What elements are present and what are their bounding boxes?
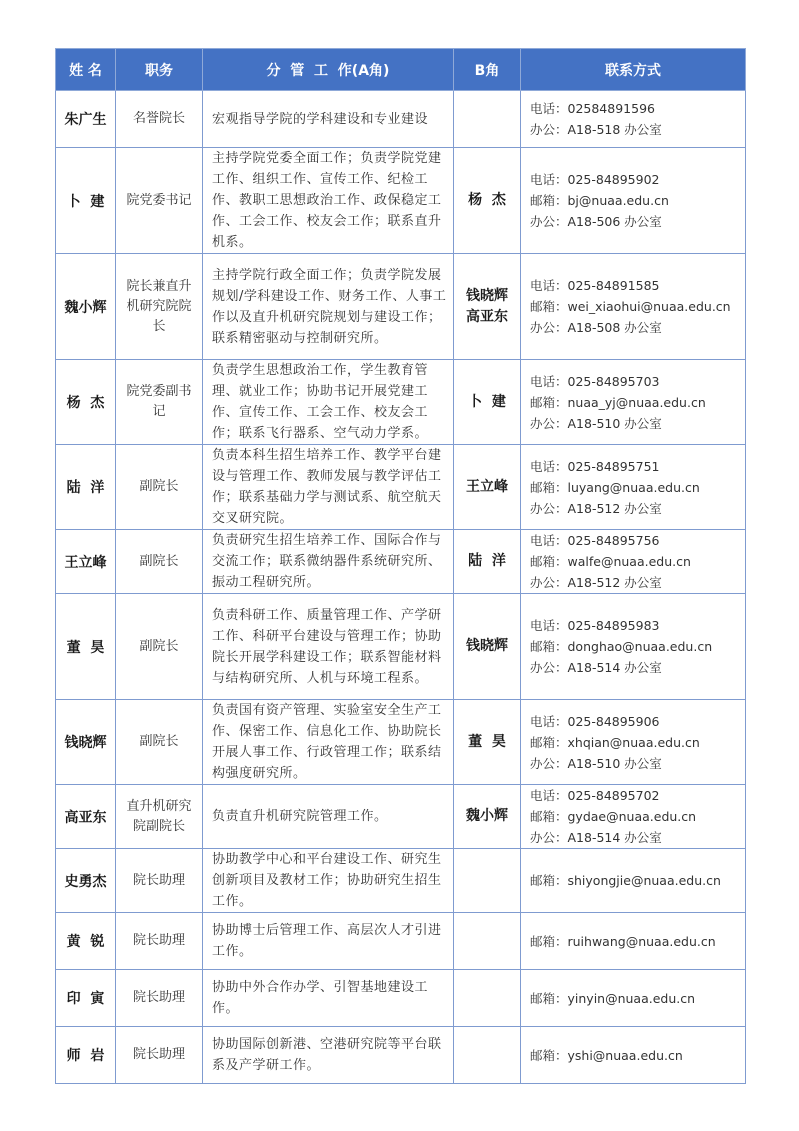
duty-description: 负责研究生招生培养工作、国际合作与交流工作；联系微纳器件系统研究所、振动工程研究所。 [203,530,454,594]
person-post: 副院长 [116,594,203,700]
contact-line: 邮箱：gydae@nuaa.edu.cn [530,809,697,824]
b-role-cell [454,91,521,148]
table-row [56,91,746,148]
contact-info [521,700,746,785]
duty-description: 协助教学中心和平台建设工作、研究生创新项目及教材工作；协助研究生招生工作。 [203,849,454,913]
b-role-name: 魏小辉 [466,808,508,824]
table-row [56,360,746,445]
contact-info [521,913,746,970]
b-role-cell [454,594,521,700]
contact-line: 办公：A18-510 办公室 [530,415,662,431]
person-post: 院长助理 [116,970,203,1027]
header-b-role: B角 [454,49,521,91]
b-role-cell [454,700,521,785]
contact-line: 邮箱：nuaa_yj@nuaa.edu.cn [530,394,706,410]
b-role-name: 杨 杰 [468,192,506,208]
b-role-name: 钱晓辉 [466,638,508,654]
table-row [56,785,746,849]
person-post: 院长助理 [116,913,203,970]
b-role-name: 董 昊 [468,733,506,750]
contact-line: 邮箱：walfe@nuaa.edu.cn [530,554,691,569]
b-role-cell [454,970,521,1027]
b-role-cell [454,849,521,913]
person-post: 院党委副书记 [116,360,203,445]
contact-info [521,970,746,1027]
person-post: 副院长 [116,445,203,530]
contact-line: 办公：A18-510 办公室 [530,755,662,771]
table-row [56,700,746,785]
contact-line: 邮箱：wei_xiaohui@nuaa.edu.cn [530,299,731,314]
b-role-name: 卜 建 [468,393,506,410]
person-name: 高亚东 [56,785,116,849]
contact-line: 办公：A18-512 办公室 [530,575,662,590]
person-post: 院长兼直升机研究院院长 [116,254,203,360]
contact-line: 邮箱：bj@nuaa.edu.cn [530,193,669,208]
header-contact: 联系方式 [521,49,746,91]
person-post: 院长助理 [116,1027,203,1084]
contact-info [521,445,746,530]
person-name: 钱晓辉 [56,700,116,785]
person-post: 副院长 [116,530,203,594]
b-role-name: 陆 洋 [468,553,506,569]
b-role-cell [454,360,521,445]
leadership-table [55,48,746,1084]
person-name: 师 岩 [56,1027,116,1084]
contact-line: 邮箱：donghao@nuaa.edu.cn [530,639,713,654]
table-row [56,530,746,594]
contact-info [521,1027,746,1084]
person-name: 卜 建 [56,148,116,254]
b-role-cell [454,913,521,970]
person-post: 院党委书记 [116,148,203,254]
contact-info [521,360,746,445]
contact-line: 邮箱：yshi@nuaa.edu.cn [530,1047,683,1063]
contact-info [521,530,746,594]
contact-line: 电话：025-84895756 [530,533,660,548]
contact-line: 电话：025-84895906 [530,713,660,729]
person-post: 副院长 [116,700,203,785]
duty-description: 负责学生思想政治工作，学生教育管理、就业工作；协助书记开展党建工作、宣传工作、工会工作、校友会工作；联系飞行器系、空气动力学系。 [203,360,454,445]
contact-line: 邮箱：xhqian@nuaa.edu.cn [530,734,700,750]
b-role-name: 钱晓辉 [466,287,508,304]
table-row [56,148,746,254]
contact-line: 办公：A18-508 办公室 [530,320,662,335]
table-body [56,91,746,1084]
contact-line: 办公：A18-506 办公室 [530,214,662,229]
contact-line: 电话：02584891596 [530,101,655,116]
person-name: 朱广生 [56,91,116,148]
contact-line: 邮箱：yinyin@nuaa.edu.cn [530,990,696,1006]
b-role-cell [454,530,521,594]
contact-line: 电话：025-84895702 [530,788,660,803]
table-row [56,1027,746,1084]
table-row [56,445,746,530]
duty-description: 主持学院党委全面工作；负责学院党建工作、组织工作、宣传工作、纪检工作、教职工思想政治工作、政保稳定工作、工会工作、校友会工作；联系直升机系。 [203,148,454,254]
contact-info [521,594,746,700]
person-post: 直升机研究院副院长 [116,785,203,849]
person-name: 陆 洋 [56,445,116,530]
contact-line: 办公：A18-518 办公室 [530,122,662,137]
header-name: 姓 名 [56,49,116,91]
person-name: 史勇杰 [56,849,116,913]
contact-line: 办公：A18-514 办公室 [530,660,662,675]
duty-description: 宏观指导学院的学科建设和专业建设 [203,91,454,148]
header-post: 职务 [116,49,203,91]
person-name: 魏小辉 [56,254,116,360]
table-row [56,913,746,970]
table-row [56,970,746,1027]
person-post: 院长助理 [116,849,203,913]
table-row [56,594,746,700]
contact-line: 邮箱：luyang@nuaa.edu.cn [530,479,700,495]
contact-line: 办公：A18-514 办公室 [530,830,662,845]
table-row [56,254,746,360]
duty-description: 负责直升机研究院管理工作。 [203,785,454,849]
contact-info [521,849,746,913]
b-role-cell [454,148,521,254]
person-name: 印 寅 [56,970,116,1027]
contact-line: 电话：025-84891585 [530,278,660,293]
person-name: 黄 锐 [56,913,116,970]
contact-info [521,254,746,360]
contact-line: 电话：025-84895703 [530,373,660,389]
header-duty: 分 管 工 作(A角) [203,49,454,91]
duty-description: 协助国际创新港、空港研究院等平台联系及产学研工作。 [203,1027,454,1084]
b-role-cell [454,1027,521,1084]
contact-line: 电话：025-84895983 [530,618,660,633]
contact-line: 电话：025-84895902 [530,172,660,187]
b-role-cell [454,445,521,530]
duty-description: 负责本科生招生培养工作、教学平台建设与管理工作、教师发展与教学评估工作；联系基础力学与测试系、航空航天交叉研究院。 [203,445,454,530]
contact-line: 邮箱：ruihwang@nuaa.edu.cn [530,933,716,949]
contact-info [521,785,746,849]
duty-description: 协助博士后管理工作、高层次人才引进工作。 [203,913,454,970]
duty-description: 负责国有资产管理、实验室安全生产工作、保密工作、信息化工作、协助院长开展人事工作、行政管理工作；联系结构强度研究所。 [203,700,454,785]
b-role-cell [454,785,521,849]
b-role-name: 王立峰 [466,478,508,495]
duty-description: 负责科研工作、质量管理工作、产学研工作、科研平台建设与管理工作；协助院长开展学科建设工作；联系智能材料与结构研究所、人机与环境工程系。 [203,594,454,700]
contact-info [521,91,746,148]
b-role-name: 高亚东 [466,308,508,325]
duty-description: 协助中外合作办学、引智基地建设工作。 [203,970,454,1027]
b-role-cell [454,254,521,360]
contact-line: 电话：025-84895751 [530,458,660,474]
contact-line: 邮箱：shiyongjie@nuaa.edu.cn [530,873,721,888]
table-row [56,849,746,913]
duty-description: 主持学院行政全面工作；负责学院发展规划/学科建设工作、财务工作、人事工作以及直升机研究院规划与建设工作；联系精密驱动与控制研究所。 [203,254,454,360]
table-header-row [56,49,746,91]
contact-line: 办公：A18-512 办公室 [530,500,662,516]
person-name: 杨 杰 [56,360,116,445]
person-post: 名誉院长 [116,91,203,148]
person-name: 王立峰 [56,530,116,594]
contact-info [521,148,746,254]
person-name: 董 昊 [56,594,116,700]
